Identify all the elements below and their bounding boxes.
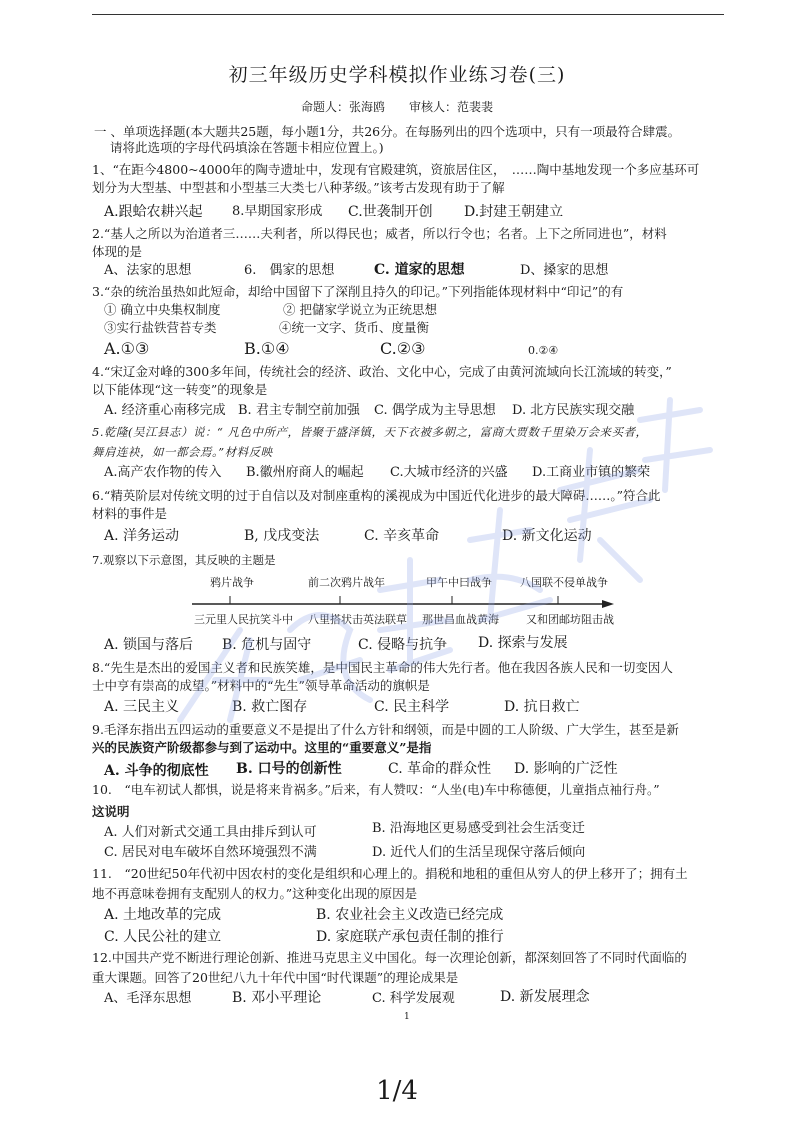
q1-option-d: D.封建王朝建立 xyxy=(464,204,564,220)
question-6-line: 材料的事件是 xyxy=(92,506,168,521)
question-4-line: 以下能体现“这一转变”的现象是 xyxy=(92,382,268,397)
authors-line: 命题人：张海鸥 审核人：范裴裴 xyxy=(300,100,493,114)
timeline-bottom-label: 那世昌血战黄海 xyxy=(422,613,499,626)
q5-option-d: D.工商业市镇的繁荣 xyxy=(532,465,651,480)
question-12-line: 12.中国共产党不断进行理论创新、推进马克思主义中国化。每一次理论创新，都深刻回答了不同时代面临的 xyxy=(92,950,687,965)
question-11-line: 11. “20世纪50年代初中因农村的变化是组织和心理上的。捐税和地租的重但从穷人的伊上移开了；拥有土 xyxy=(92,866,688,881)
q9-option-c: C. 革命的群众性 xyxy=(388,761,492,777)
question-9-line: 兴的民族资产阶级都参与到了运动中。这里的“重要意义”是指 xyxy=(92,740,432,755)
q12-option-c: C. 科学发展观 xyxy=(372,991,455,1006)
q12-option-a: A、毛泽东思想 xyxy=(104,991,192,1006)
exam-title: 初三年级历史学科模拟作业练习卷(三) xyxy=(228,64,566,86)
timeline-diagram xyxy=(190,574,620,634)
q11-option-b: B. 农业社会主义改造已经完成 xyxy=(316,907,504,923)
q11-option-d: D. 家庭联产承包责任制的推行 xyxy=(316,929,504,945)
q9-option-d: D. 影响的广泛性 xyxy=(514,761,618,777)
q5-option-a: A.高产农作物的传入 xyxy=(104,465,222,480)
q1-option-c: C.世袭制开创 xyxy=(348,204,433,220)
q10-option-a: A. 人们对新式交通工具由排斥到认可 xyxy=(104,825,317,840)
question-8-line: 8.“先生是杰出的爱国主义者和民族笑雄，是中国民主革命的伟大先行者。他在我因各族人民和一切变因人 xyxy=(92,660,673,675)
q2-option-a: A、法家的思想 xyxy=(104,263,192,278)
header-rule xyxy=(92,14,724,15)
question-4-line: 4.“宋辽金对峰的300多年间，传统社会的经济、政治、文化中心，完成了由黄河流域向长江流域的转变，” xyxy=(92,364,672,379)
q2-option-c: C. 道家的思想 xyxy=(374,262,465,278)
q8-option-a: A. 三民主义 xyxy=(104,699,180,715)
question-10-line: 这说明 xyxy=(92,804,130,819)
timeline-top-label: 前二次鸦片战年 xyxy=(308,576,385,589)
q4-option-c: C. 偶学成为主导思想 xyxy=(374,403,496,418)
q6-option-a: A. 洋务运动 xyxy=(104,528,180,544)
timeline-bottom-label: 八里搭状击英法联草 xyxy=(308,613,407,626)
question-2-line: 2.“基人之所以为治道者三……夫利者，所以得民也；威者，所以行令也；名者。上下之所同进也”，材料 xyxy=(92,226,667,241)
question-12-line: 重大课题。回答了20世纪八九十年代中国“时代课题”的理论成果是 xyxy=(92,970,459,985)
q7-option-b: B. 危机与固守 xyxy=(222,637,312,653)
q6-option-b: B, 戊戌变法 xyxy=(244,528,320,544)
q10-option-c: C. 居民对电车破坏自然环境强烈不满 xyxy=(104,845,317,860)
question-1-line: 1、“在距今4800~4000年的陶寺遗址中，发现有官殿建筑，资旅居住区， ……陶中基地发现一个多应基环可 xyxy=(92,162,700,177)
q3-option-c: C.②③ xyxy=(380,339,426,358)
timeline-bottom-label: 三元里人民抗笑斗中 xyxy=(194,613,293,626)
question-8-line: 士中亨有崇高的成望。”材料中的“先生”领导革命活动的旗帜是 xyxy=(92,678,430,693)
q6-option-d: D. 新文化运动 xyxy=(502,528,592,544)
question-6-line: 6.“精英阶层对传统文明的过于自信以及对制座重构的溪视成为中国近代化进步的最大障碍……。”符合此 xyxy=(92,488,661,503)
q5-option-b: B.徽州府商人的崛起 xyxy=(246,465,364,480)
q1-option-a: A.跟蛤农耕兴起 xyxy=(104,204,203,220)
q3-option-a: A.①③ xyxy=(104,339,150,358)
timeline-top-label: 鸦片战争 xyxy=(210,576,254,589)
question-5-line: 5.乾隆(吴江县志）说：“ 凡色中所产，皆聚于盛泽镇，天下衣被多朝之，富商大贾数千里染万会来买者， xyxy=(92,425,648,439)
page-number: 1/4 xyxy=(376,1076,418,1106)
timeline-top-label: 甲午中曰战争 xyxy=(426,576,492,589)
q12-option-d: D. 新发展理念 xyxy=(500,989,590,1005)
q11-option-c: C. 人民公社的建立 xyxy=(104,929,222,945)
instructions-line: 一 、单项选择题(本大题共25题，每小题1分，共26分。在每肠列出的四个选项中，只有一项最符合肆震。 xyxy=(94,124,681,139)
q6-option-c: C. 辛亥革命 xyxy=(364,528,440,544)
q5-option-c: C.大城市经济的兴盛 xyxy=(390,465,508,480)
question-5-line: 舞肩连袂，如一都会焉。”材料反映 xyxy=(92,445,273,459)
question-3-line: ③实行盐铁营苔专类 ④统一文字、货币、度量衡 xyxy=(104,320,430,335)
q8-option-d: D. 抗日救亡 xyxy=(504,699,580,715)
question-11-line: 地不再意味卷拥有支配别人的权力。”这种变化出现的原因是 xyxy=(92,886,418,901)
q10-option-d: D. 近代人们的生活呈现保守落后倾向 xyxy=(372,845,586,860)
timeline-top-label: 八国联不侵单战争 xyxy=(520,576,608,589)
question-10-line: 10. “电车初试人都惧，说是将来肯祸多。”后来，有人赞叹：“人坐(电)车中称德便，儿童指点袖行舟。” xyxy=(92,782,660,797)
question-7-line: 7.观察以下示意图，其反映的主题是 xyxy=(92,553,276,567)
q2-option-b: 6. 偶家的思想 xyxy=(244,263,335,278)
q8-option-b: B. 救亡图存 xyxy=(232,699,308,715)
question-3-line: ① 确立中央集权制度 ② 把儲家学说立为正统思想 xyxy=(104,302,437,317)
q11-option-a: A. 土地改革的完成 xyxy=(104,907,222,923)
q8-option-c: C. 民主科学 xyxy=(374,699,450,715)
question-9-line: 9.毛泽东指出五四运动的重要意义不是提出了什么方针和纲领，而是中圆的工人阶级、广大学生，甚至是新 xyxy=(92,722,679,737)
q2-option-d: D、搡家的思想 xyxy=(520,263,609,278)
question-3-line: 3.“杂的统治虽热如此短命，却给中国留下了深削且持久的印记。”下列指能体现材料中“印记”的有 xyxy=(92,284,624,299)
instructions-line: 请将此选项的字母代码填涂在答题卡相应位置上。) xyxy=(110,140,384,155)
question-2-line: 体现的是 xyxy=(92,244,143,259)
q10-option-b: B. 沿海地区更易感受到社会生活变迁 xyxy=(372,821,585,836)
q3-option-d: 0.②④ xyxy=(528,344,559,357)
q9-option-b: B. 口号的创新性 xyxy=(236,761,342,777)
timeline-bottom-label: 又和团邮坊阻击战 xyxy=(526,613,614,626)
q1-option-b: 8.早期国家形成 xyxy=(232,204,323,219)
q7-option-d: D. 探索与发展 xyxy=(478,635,568,651)
small-page-mark: 1 xyxy=(404,1012,410,1022)
q4-option-d: D. 北方民族实现交融 xyxy=(512,403,635,418)
q12-option-b: B. 邓小平理论 xyxy=(232,990,322,1006)
q4-option-b: B. 君主专制空前加强 xyxy=(238,403,360,418)
q9-option-a: A. 斗争的彻底性 xyxy=(104,763,209,779)
q7-option-c: C. 侵略与抗争 xyxy=(358,637,448,653)
q3-option-b: B.①④ xyxy=(244,339,290,358)
question-1-line: 划分为大型基、中型甚和小型基三大类七八种茅级。”该考古发现有助于了解 xyxy=(92,180,505,195)
q7-option-a: A. 锁国与落后 xyxy=(104,637,194,653)
q4-option-a: A. 经济重心南移完成 xyxy=(104,403,226,418)
